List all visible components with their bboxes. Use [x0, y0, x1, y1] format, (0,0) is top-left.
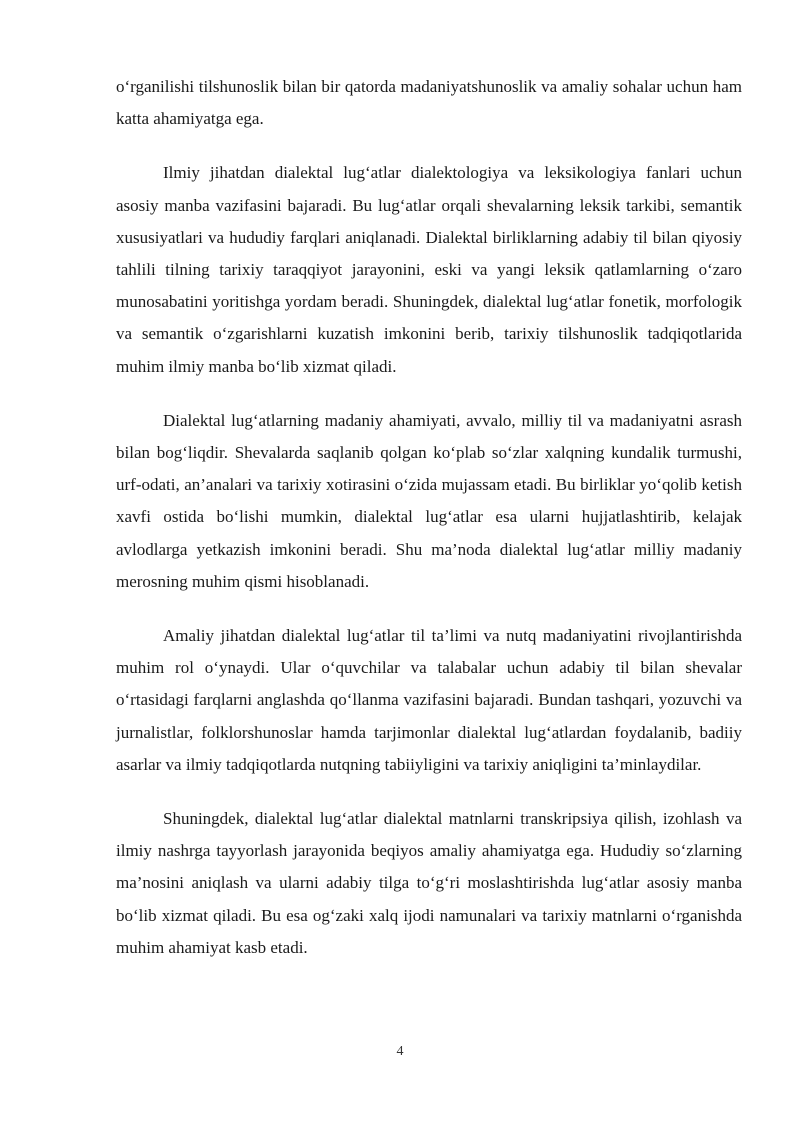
page-number: 4	[396, 1044, 404, 1059]
paragraph-practical-significance: Amaliy jihatdan dialektal lug‘atlar til ta’limi va nutq madaniyatini rivojlantirishda muhim rol o‘ynaydi. Ular o‘quvchilar va talabalar uchun adabiy til bilan shevalar o‘rtasidagi farqlarni anglashda qo‘llanma vazifasini bajaradi. Bundan tashqari, yozuvchi va jurnalistlar, folklorshunoslar hamda tarjimonlar dialektal lug‘atlardan foydalanib, badiiy asarlar va ilmiy tadqiqotlarda nutqning tabiiyligini va tarixiy aniqligini ta’minlaydilar.	[116, 626, 742, 774]
paragraph-cultural-significance: Dialektal lug‘atlarning madaniy ahamiyati, avvalo, milliy til va madaniyatni asrash bilan bog‘liqdir. Shevalarda saqlanib qolgan ko‘plab so‘zlar xalqning kundalik turmushi, urf-odati, an’analari va tarixiy xotirasini o‘zida mujassam etadi. Bu birliklar yo‘qolib ketish xavfi ostida bo‘lishi mumkin, dialektal lug‘atlar esa ularni hujjatlashtirib, kelajak avlodlarga yetkazish imkonini beradi. Shu ma’noda dialektal lug‘atlar milliy madaniy merosning muhim qismi hisoblanadi.	[116, 410, 742, 591]
paragraph-continuation: o‘rganilishi tilshunoslik bilan bir qatorda madaniyatshunoslik va amaliy sohalar uchun ham katta ahamiyatga ega.	[116, 77, 742, 129]
document-body	[116, 71, 742, 986]
paragraph-transcription-significance: Shuningdek, dialektal lug‘atlar dialektal matnlarni transkripsiya qilish, izohlash va ilmiy nashrga tayyorlash jarayonida beqiyos amaliy ahamiyatga ega. Hududiy so‘zlarning ma’nosini aniqlash va ularni adabiy tilga to‘g‘ri moslashtirishda lug‘atlar asosiy manba bo‘lib xizmat qiladi. Bu esa og‘zaki xalq ijodi namunalari va tarixiy matnlarni o‘rganishda muhim ahamiyat kasb etadi.	[116, 809, 742, 957]
paragraph-scientific-significance: Ilmiy jihatdan dialektal lug‘atlar dialektologiya va leksikologiya fanlari uchun asosiy manba vazifasini bajaradi. Bu lug‘atlar orqali shevalarning leksik tarkibi, semantik xususiyatlari va hududiy farqlari aniqlanadi. Dialektal birliklarning adabiy til bilan qiyosiy tahlili tilning tarixiy taraqqiyot jarayonini, eski va yangi leksik qatlamlarning o‘zaro munosabatini yoritishga yordam beradi. Shuningdek, dialektal lug‘atlar fonetik, morfologik va semantik o‘zgarishlarni kuzatish imkonini berib, tarixiy tilshunoslik tadqiqotlarida muhim ilmiy manba bo‘lib xizmat qiladi.	[116, 163, 742, 376]
